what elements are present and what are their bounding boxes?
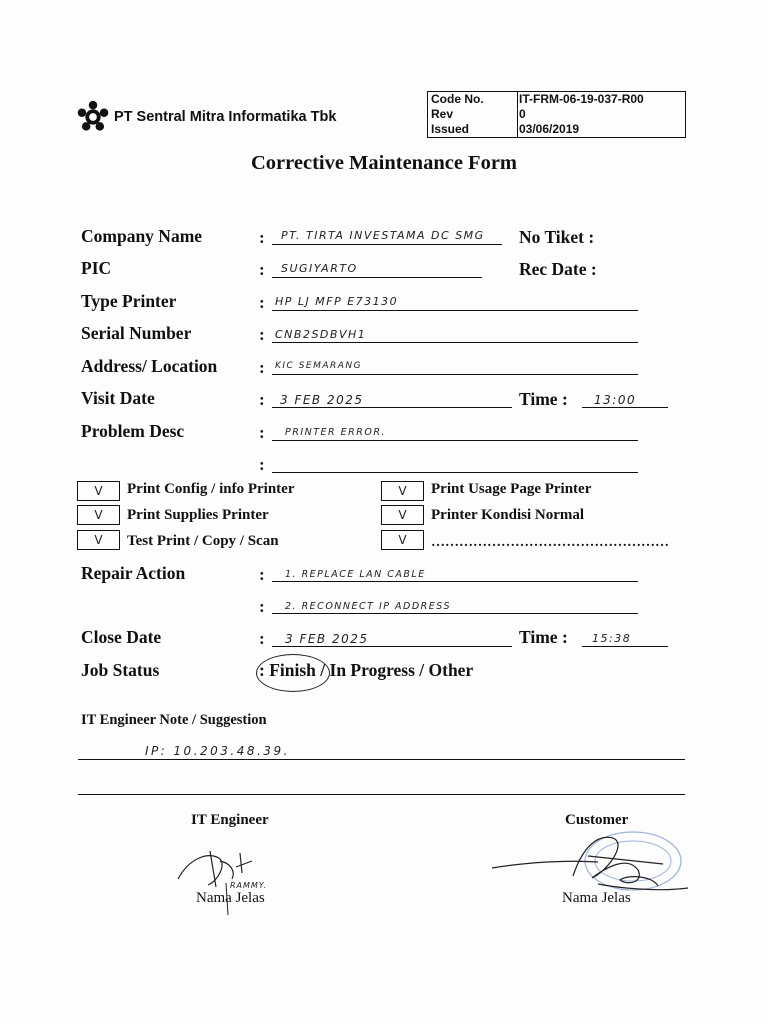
engineer-handwritten-name: RAMMY. <box>230 881 268 890</box>
problem-desc-line-2 <box>272 472 638 473</box>
serial-number-value: CNB2SDBVH1 <box>275 328 367 341</box>
test-print-label: Test Print / Copy / Scan <box>127 533 279 549</box>
note-line-2 <box>78 794 685 795</box>
star-logo-icon <box>76 100 110 134</box>
checkbox-print-usage[interactable]: V <box>381 481 424 501</box>
pic-label: PIC <box>81 258 112 278</box>
visit-time-label: Time : <box>519 389 568 409</box>
colon: : <box>259 260 265 279</box>
serial-number-line <box>272 342 638 343</box>
issued-key: Issued <box>431 122 470 136</box>
problem-desc-value: PRINTER ERROR. <box>285 427 386 438</box>
other-dotted-line: …………………………………………… <box>431 535 669 550</box>
issued-row <box>428 122 685 137</box>
rev-key: Rev <box>431 107 454 121</box>
problem-desc-label: Problem Desc <box>81 421 185 441</box>
issued-value: 03/06/2019 <box>519 122 580 136</box>
colon: : <box>259 228 265 247</box>
finish-selected-circle <box>256 654 330 692</box>
repair-action-label: Repair Action <box>81 563 186 583</box>
company-logo <box>76 100 336 134</box>
rev-value: 0 <box>519 107 526 121</box>
company-name-line <box>272 244 502 245</box>
rec-date-label: Rec Date : <box>519 259 597 279</box>
customer-name-label: Nama Jelas <box>562 890 631 906</box>
print-supplies-label: Print Supplies Printer <box>127 507 269 523</box>
repair-action-1: 1. REPLACE LAN CABLE <box>285 569 426 580</box>
colon: : <box>259 358 265 377</box>
rev-row <box>428 107 685 122</box>
close-date-value: 3 FEB 2025 <box>285 632 369 646</box>
no-tiket-label: No Tiket : <box>519 227 595 247</box>
job-status-label: Job Status <box>81 660 160 680</box>
it-engineer-title: IT Engineer <box>191 812 269 828</box>
kondisi-normal-label: Printer Kondisi Normal <box>431 507 585 523</box>
colon: : <box>259 423 265 442</box>
pic-value: SUGIYARTO <box>281 262 358 275</box>
customer-title: Customer <box>565 812 629 828</box>
close-date-label: Close Date <box>81 627 162 647</box>
visit-date-label: Visit Date <box>81 388 155 408</box>
visit-date-value: 3 FEB 2025 <box>280 393 364 407</box>
repair-action-2: 2. RECONNECT IP ADDRESS <box>285 601 451 612</box>
company-name: PT Sentral Mitra Informatika Tbk <box>114 109 337 125</box>
colon: : <box>259 455 265 474</box>
note-value: IP: 10.203.48.39. <box>145 744 290 758</box>
visit-time-value: 13:00 <box>594 393 637 407</box>
colon: : <box>259 293 265 312</box>
serial-number-label: Serial Number <box>81 323 192 343</box>
colon: : <box>259 597 265 616</box>
problem-desc-line <box>272 440 638 441</box>
pic-line <box>272 277 482 278</box>
address-line <box>272 374 638 375</box>
colon: : <box>259 390 265 409</box>
close-time-value: 15:38 <box>592 632 632 645</box>
type-printer-value: HP LJ MFP E73130 <box>275 295 399 308</box>
checkbox-test-print[interactable]: V <box>77 530 120 550</box>
code-key: Code No. <box>431 92 484 106</box>
close-time-label: Time : <box>519 627 568 647</box>
checkbox-kondisi-normal[interactable]: V <box>381 505 424 525</box>
visit-date-line <box>272 407 512 408</box>
document-info-box <box>427 91 686 138</box>
job-status-options: : Finish / In Progress / Other <box>259 660 474 680</box>
checkbox-print-supplies[interactable]: V <box>77 505 120 525</box>
visit-time-line <box>582 407 668 408</box>
checkbox-print-config[interactable]: V <box>77 481 120 501</box>
form-title: Corrective Maintenance Form <box>250 152 518 174</box>
engineer-name-label: Nama Jelas <box>196 890 265 906</box>
repair-action-line-2 <box>272 613 638 614</box>
address-label: Address/ Location <box>81 356 218 376</box>
repair-action-line-1 <box>272 581 638 582</box>
colon: : <box>259 325 265 344</box>
colon: : <box>259 565 265 584</box>
type-printer-label: Type Printer <box>81 291 177 311</box>
address-value: KIC SEMARANG <box>275 361 363 371</box>
code-row <box>428 92 685 107</box>
company-name-label: Company Name <box>81 226 203 246</box>
note-line-1 <box>78 759 685 760</box>
note-label: IT Engineer Note / Suggestion <box>81 712 267 728</box>
close-time-line <box>582 646 668 647</box>
checkbox-other[interactable]: V <box>381 530 424 550</box>
print-config-label: Print Config / info Printer <box>127 481 295 497</box>
print-usage-label: Print Usage Page Printer <box>431 481 592 497</box>
close-date-line <box>272 646 512 647</box>
company-name-value: PT. TIRTA INVESTAMA DC SMG <box>281 229 485 242</box>
colon: : <box>259 629 265 648</box>
code-value: IT-FRM-06-19-037-R00 <box>519 92 644 106</box>
type-printer-line <box>272 310 638 311</box>
